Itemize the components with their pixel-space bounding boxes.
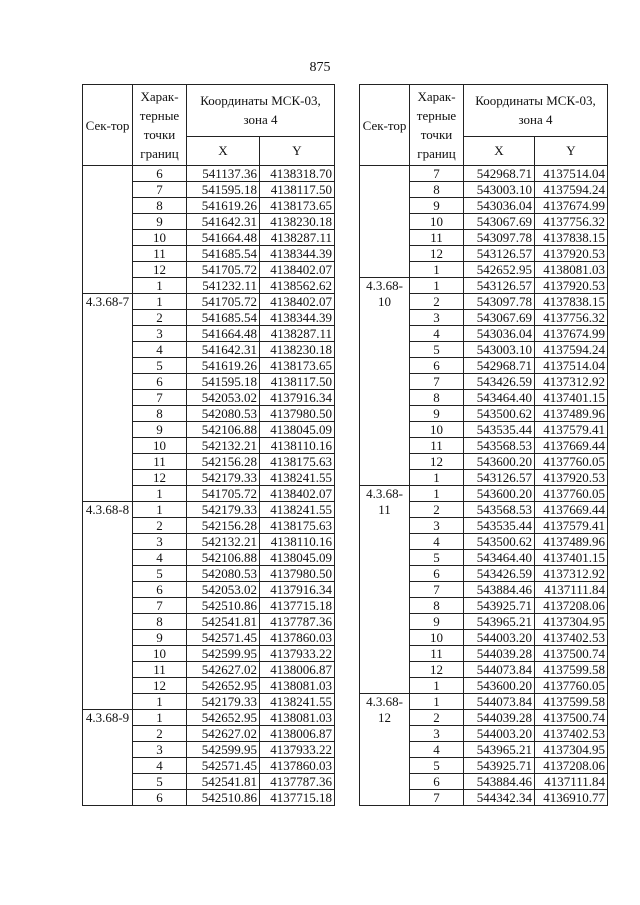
y-coordinate-cell: 4137304.95 [535,614,608,630]
point-number-cell: 3 [133,742,187,758]
y-coordinate-cell: 4137838.15 [535,294,608,310]
point-number-cell: 9 [410,406,464,422]
y-coordinate-cell: 4137514.04 [535,166,608,182]
point-number-cell: 12 [133,262,187,278]
sector-cell [360,166,410,278]
coordinates-table-right [359,84,608,806]
y-coordinate-cell: 4137715.18 [260,790,335,806]
table-row [360,486,608,502]
x-coordinate-cell: 542652.95 [187,710,260,726]
x-coordinate-cell: 543464.40 [464,550,535,566]
point-number-cell: 6 [133,582,187,598]
sector-cell: 4.3.68-12 [360,694,410,806]
x-coordinate-cell: 543884.46 [464,774,535,790]
y-coordinate-cell: 4137669.44 [535,438,608,454]
y-coordinate-cell: 4137715.18 [260,598,335,614]
y-coordinate-cell: 4138110.16 [260,438,335,454]
point-number-cell: 12 [410,246,464,262]
y-coordinate-cell: 4137980.50 [260,566,335,582]
x-coordinate-cell: 542053.02 [187,582,260,598]
point-number-cell: 4 [410,326,464,342]
point-number-cell: 8 [410,182,464,198]
x-coordinate-cell: 544003.20 [464,726,535,742]
point-number-cell: 3 [410,726,464,742]
x-coordinate-cell: 542179.33 [187,694,260,710]
y-coordinate-cell: 4137312.92 [535,566,608,582]
point-number-cell: 1 [410,678,464,694]
y-coordinate-cell: 4137304.95 [535,742,608,758]
table-row [83,502,335,518]
x-coordinate-cell: 544073.84 [464,694,535,710]
x-coordinate-cell: 542571.45 [187,758,260,774]
y-coordinate-cell: 4137500.74 [535,710,608,726]
x-coordinate-cell: 542179.33 [187,502,260,518]
table-body-left [83,166,335,806]
y-coordinate-cell: 4138045.09 [260,422,335,438]
point-number-cell: 2 [133,310,187,326]
point-number-cell: 1 [410,486,464,502]
x-coordinate-cell: 541137.36 [187,166,260,182]
x-coordinate-cell: 541685.54 [187,310,260,326]
y-coordinate-cell: 4137594.24 [535,342,608,358]
y-coordinate-cell: 4137489.96 [535,406,608,422]
x-coordinate-cell: 541664.48 [187,326,260,342]
y-coordinate-cell: 4138230.18 [260,214,335,230]
point-number-cell: 10 [133,230,187,246]
page-number: 875 [309,60,331,75]
y-coordinate-cell: 4138006.87 [260,662,335,678]
point-number-cell: 7 [410,582,464,598]
y-coordinate-cell: 4137401.15 [535,390,608,406]
point-number-cell: 1 [410,470,464,486]
point-number-cell: 6 [133,790,187,806]
y-coordinate-cell: 4137933.22 [260,742,335,758]
y-coordinate-cell: 4138241.55 [260,470,335,486]
point-number-cell: 8 [133,406,187,422]
y-coordinate-cell: 4137208.06 [535,598,608,614]
point-number-cell: 3 [410,310,464,326]
header-points: Харак-терные точки границ [133,85,187,166]
x-coordinate-cell: 542652.95 [187,678,260,694]
y-coordinate-cell: 4138241.55 [260,694,335,710]
x-coordinate-cell: 543003.10 [464,342,535,358]
x-coordinate-cell: 542179.33 [187,470,260,486]
point-number-cell: 2 [410,502,464,518]
y-coordinate-cell: 4137599.58 [535,662,608,678]
x-coordinate-cell: 542510.86 [187,790,260,806]
sector-cell: 4.3.68-7 [83,294,133,502]
y-coordinate-cell: 4137514.04 [535,358,608,374]
header-y: Y [260,136,335,165]
x-coordinate-cell: 542968.71 [464,166,535,182]
y-coordinate-cell: 4137111.84 [535,774,608,790]
point-number-cell: 4 [133,342,187,358]
point-number-cell: 11 [410,230,464,246]
x-coordinate-cell: 542627.02 [187,726,260,742]
x-coordinate-cell: 542571.45 [187,630,260,646]
point-number-cell: 6 [410,358,464,374]
x-coordinate-cell: 543600.20 [464,678,535,694]
point-number-cell: 3 [133,534,187,550]
x-coordinate-cell: 543600.20 [464,486,535,502]
x-coordinate-cell: 543036.04 [464,198,535,214]
point-number-cell: 1 [410,278,464,294]
x-coordinate-cell: 543568.53 [464,502,535,518]
point-number-cell: 6 [410,566,464,582]
y-coordinate-cell: 4138117.50 [260,182,335,198]
point-number-cell: 2 [410,710,464,726]
point-number-cell: 1 [410,262,464,278]
y-coordinate-cell: 4137594.24 [535,182,608,198]
y-coordinate-cell: 4138344.39 [260,310,335,326]
x-coordinate-cell: 543600.20 [464,454,535,470]
x-coordinate-cell: 541232.11 [187,278,260,294]
y-coordinate-cell: 4137920.53 [535,246,608,262]
header-sector: Сек-тор [83,85,133,166]
y-coordinate-cell: 4137579.41 [535,518,608,534]
y-coordinate-cell: 4137760.05 [535,678,608,694]
x-coordinate-cell: 543097.78 [464,230,535,246]
x-coordinate-cell: 543067.69 [464,310,535,326]
y-coordinate-cell: 4137402.53 [535,726,608,742]
x-coordinate-cell: 542053.02 [187,390,260,406]
point-number-cell: 9 [410,198,464,214]
y-coordinate-cell: 4137760.05 [535,486,608,502]
x-coordinate-cell: 542132.21 [187,534,260,550]
point-number-cell: 2 [133,726,187,742]
x-coordinate-cell: 542510.86 [187,598,260,614]
y-coordinate-cell: 4137674.99 [535,198,608,214]
sector-cell: 4.3.68-8 [83,502,133,710]
x-coordinate-cell: 542652.95 [464,262,535,278]
y-coordinate-cell: 4138562.62 [260,278,335,294]
y-coordinate-cell: 4137916.34 [260,582,335,598]
point-number-cell: 12 [133,678,187,694]
x-coordinate-cell: 542156.28 [187,518,260,534]
point-number-cell: 4 [410,742,464,758]
x-coordinate-cell: 542541.81 [187,614,260,630]
y-coordinate-cell: 4137500.74 [535,646,608,662]
x-coordinate-cell: 541642.31 [187,342,260,358]
y-coordinate-cell: 4137916.34 [260,390,335,406]
point-number-cell: 12 [133,470,187,486]
x-coordinate-cell: 543126.57 [464,470,535,486]
table-row [83,710,335,726]
y-coordinate-cell: 4137838.15 [535,230,608,246]
y-coordinate-cell: 4138287.11 [260,230,335,246]
point-number-cell: 4 [410,534,464,550]
x-coordinate-cell: 541685.54 [187,246,260,262]
table-row [83,294,335,310]
y-coordinate-cell: 4137111.84 [535,582,608,598]
point-number-cell: 11 [410,438,464,454]
y-coordinate-cell: 4137674.99 [535,326,608,342]
x-coordinate-cell: 543036.04 [464,326,535,342]
y-coordinate-cell: 4138241.55 [260,502,335,518]
point-number-cell: 8 [133,198,187,214]
x-coordinate-cell: 544342.34 [464,790,535,806]
y-coordinate-cell: 4137860.03 [260,630,335,646]
point-number-cell: 11 [133,662,187,678]
x-coordinate-cell: 543535.44 [464,518,535,534]
x-coordinate-cell: 542156.28 [187,454,260,470]
point-number-cell: 9 [133,214,187,230]
sector-cell: 4.3.68-9 [83,710,133,806]
y-coordinate-cell: 4138081.03 [260,710,335,726]
table-row [360,166,608,182]
point-number-cell: 5 [133,566,187,582]
table-body-right [360,166,608,806]
x-coordinate-cell: 542132.21 [187,438,260,454]
header-coordinates: Координаты МСК-03, зона 4 [187,85,335,137]
x-coordinate-cell: 544039.28 [464,710,535,726]
x-coordinate-cell: 543126.57 [464,246,535,262]
y-coordinate-cell: 4137208.06 [535,758,608,774]
point-number-cell: 1 [133,486,187,502]
y-coordinate-cell: 4137489.96 [535,534,608,550]
x-coordinate-cell: 542106.88 [187,550,260,566]
y-coordinate-cell: 4137599.58 [535,694,608,710]
point-number-cell: 3 [410,518,464,534]
point-number-cell: 10 [410,422,464,438]
x-coordinate-cell: 544039.28 [464,646,535,662]
x-coordinate-cell: 543568.53 [464,438,535,454]
sector-cell: 4.3.68-10 [360,278,410,486]
header-y: Y [535,136,608,165]
x-coordinate-cell: 542627.02 [187,662,260,678]
x-coordinate-cell: 543126.57 [464,278,535,294]
x-coordinate-cell: 543965.21 [464,614,535,630]
y-coordinate-cell: 4138173.65 [260,358,335,374]
y-coordinate-cell: 4136910.77 [535,790,608,806]
x-coordinate-cell: 541705.72 [187,486,260,502]
y-coordinate-cell: 4138081.03 [535,262,608,278]
x-coordinate-cell: 541619.26 [187,198,260,214]
point-number-cell: 6 [133,374,187,390]
point-number-cell: 5 [133,774,187,790]
sector-cell: 4.3.68-11 [360,486,410,694]
x-coordinate-cell: 544073.84 [464,662,535,678]
point-number-cell: 7 [410,374,464,390]
y-coordinate-cell: 4137312.92 [535,374,608,390]
y-coordinate-cell: 4137669.44 [535,502,608,518]
x-coordinate-cell: 541664.48 [187,230,260,246]
point-number-cell: 1 [133,502,187,518]
y-coordinate-cell: 4138045.09 [260,550,335,566]
point-number-cell: 8 [410,598,464,614]
y-coordinate-cell: 4137756.32 [535,214,608,230]
x-coordinate-cell: 541642.31 [187,214,260,230]
x-coordinate-cell: 543500.62 [464,534,535,550]
y-coordinate-cell: 4138117.50 [260,374,335,390]
y-coordinate-cell: 4138402.07 [260,294,335,310]
point-number-cell: 7 [133,182,187,198]
x-coordinate-cell: 543925.71 [464,598,535,614]
point-number-cell: 2 [133,518,187,534]
point-number-cell: 4 [133,758,187,774]
x-coordinate-cell: 543500.62 [464,406,535,422]
point-number-cell: 11 [133,454,187,470]
table-row [360,278,608,294]
y-coordinate-cell: 4137756.32 [535,310,608,326]
point-number-cell: 8 [410,390,464,406]
point-number-cell: 10 [410,630,464,646]
x-coordinate-cell: 543965.21 [464,742,535,758]
x-coordinate-cell: 543067.69 [464,214,535,230]
point-number-cell: 1 [410,694,464,710]
x-coordinate-cell: 543535.44 [464,422,535,438]
point-number-cell: 8 [133,614,187,630]
y-coordinate-cell: 4138230.18 [260,342,335,358]
header-x: X [187,136,260,165]
y-coordinate-cell: 4137401.15 [535,550,608,566]
x-coordinate-cell: 541619.26 [187,358,260,374]
point-number-cell: 6 [410,774,464,790]
table-row [83,166,335,182]
y-coordinate-cell: 4137933.22 [260,646,335,662]
x-coordinate-cell: 543003.10 [464,182,535,198]
point-number-cell: 2 [410,294,464,310]
y-coordinate-cell: 4138402.07 [260,486,335,502]
x-coordinate-cell: 543925.71 [464,758,535,774]
point-number-cell: 1 [133,278,187,294]
y-coordinate-cell: 4138287.11 [260,326,335,342]
point-number-cell: 11 [410,646,464,662]
point-number-cell: 5 [133,358,187,374]
y-coordinate-cell: 4137579.41 [535,422,608,438]
x-coordinate-cell: 543464.40 [464,390,535,406]
x-coordinate-cell: 544003.20 [464,630,535,646]
x-coordinate-cell: 541705.72 [187,294,260,310]
x-coordinate-cell: 541595.18 [187,374,260,390]
x-coordinate-cell: 541705.72 [187,262,260,278]
point-number-cell: 10 [133,438,187,454]
x-coordinate-cell: 542541.81 [187,774,260,790]
point-number-cell: 5 [410,550,464,566]
x-coordinate-cell: 541595.18 [187,182,260,198]
point-number-cell: 1 [133,694,187,710]
y-coordinate-cell: 4137980.50 [260,406,335,422]
x-coordinate-cell: 542080.53 [187,406,260,422]
y-coordinate-cell: 4137860.03 [260,758,335,774]
y-coordinate-cell: 4137920.53 [535,278,608,294]
point-number-cell: 9 [133,630,187,646]
point-number-cell: 9 [133,422,187,438]
y-coordinate-cell: 4137787.36 [260,614,335,630]
x-coordinate-cell: 543097.78 [464,294,535,310]
header-coordinates: Координаты МСК-03, зона 4 [464,85,608,137]
y-coordinate-cell: 4138175.63 [260,454,335,470]
x-coordinate-cell: 543426.59 [464,566,535,582]
y-coordinate-cell: 4138006.87 [260,726,335,742]
y-coordinate-cell: 4137787.36 [260,774,335,790]
coordinates-table-left [82,84,335,806]
table-row [360,694,608,710]
y-coordinate-cell: 4138344.39 [260,246,335,262]
x-coordinate-cell: 543426.59 [464,374,535,390]
x-coordinate-cell: 543884.46 [464,582,535,598]
y-coordinate-cell: 4138402.07 [260,262,335,278]
point-number-cell: 1 [133,294,187,310]
y-coordinate-cell: 4137920.53 [535,470,608,486]
point-number-cell: 7 [133,390,187,406]
x-coordinate-cell: 542080.53 [187,566,260,582]
point-number-cell: 5 [410,342,464,358]
y-coordinate-cell: 4137760.05 [535,454,608,470]
y-coordinate-cell: 4138081.03 [260,678,335,694]
point-number-cell: 6 [133,166,187,182]
y-coordinate-cell: 4138318.70 [260,166,335,182]
point-number-cell: 3 [133,326,187,342]
point-number-cell: 10 [410,214,464,230]
point-number-cell: 9 [410,614,464,630]
y-coordinate-cell: 4137402.53 [535,630,608,646]
x-coordinate-cell: 542968.71 [464,358,535,374]
x-coordinate-cell: 542106.88 [187,422,260,438]
header-points: Харак-терные точки границ [410,85,464,166]
point-number-cell: 10 [133,646,187,662]
point-number-cell: 4 [133,550,187,566]
point-number-cell: 5 [410,758,464,774]
y-coordinate-cell: 4138173.65 [260,198,335,214]
x-coordinate-cell: 542599.95 [187,742,260,758]
point-number-cell: 11 [133,246,187,262]
y-coordinate-cell: 4138110.16 [260,534,335,550]
header-x: X [464,136,535,165]
point-number-cell: 7 [133,598,187,614]
point-number-cell: 1 [133,710,187,726]
point-number-cell: 12 [410,662,464,678]
x-coordinate-cell: 542599.95 [187,646,260,662]
point-number-cell: 7 [410,790,464,806]
y-coordinate-cell: 4138175.63 [260,518,335,534]
header-sector: Сек-тор [360,85,410,166]
point-number-cell: 12 [410,454,464,470]
point-number-cell: 7 [410,166,464,182]
sector-cell [83,166,133,294]
